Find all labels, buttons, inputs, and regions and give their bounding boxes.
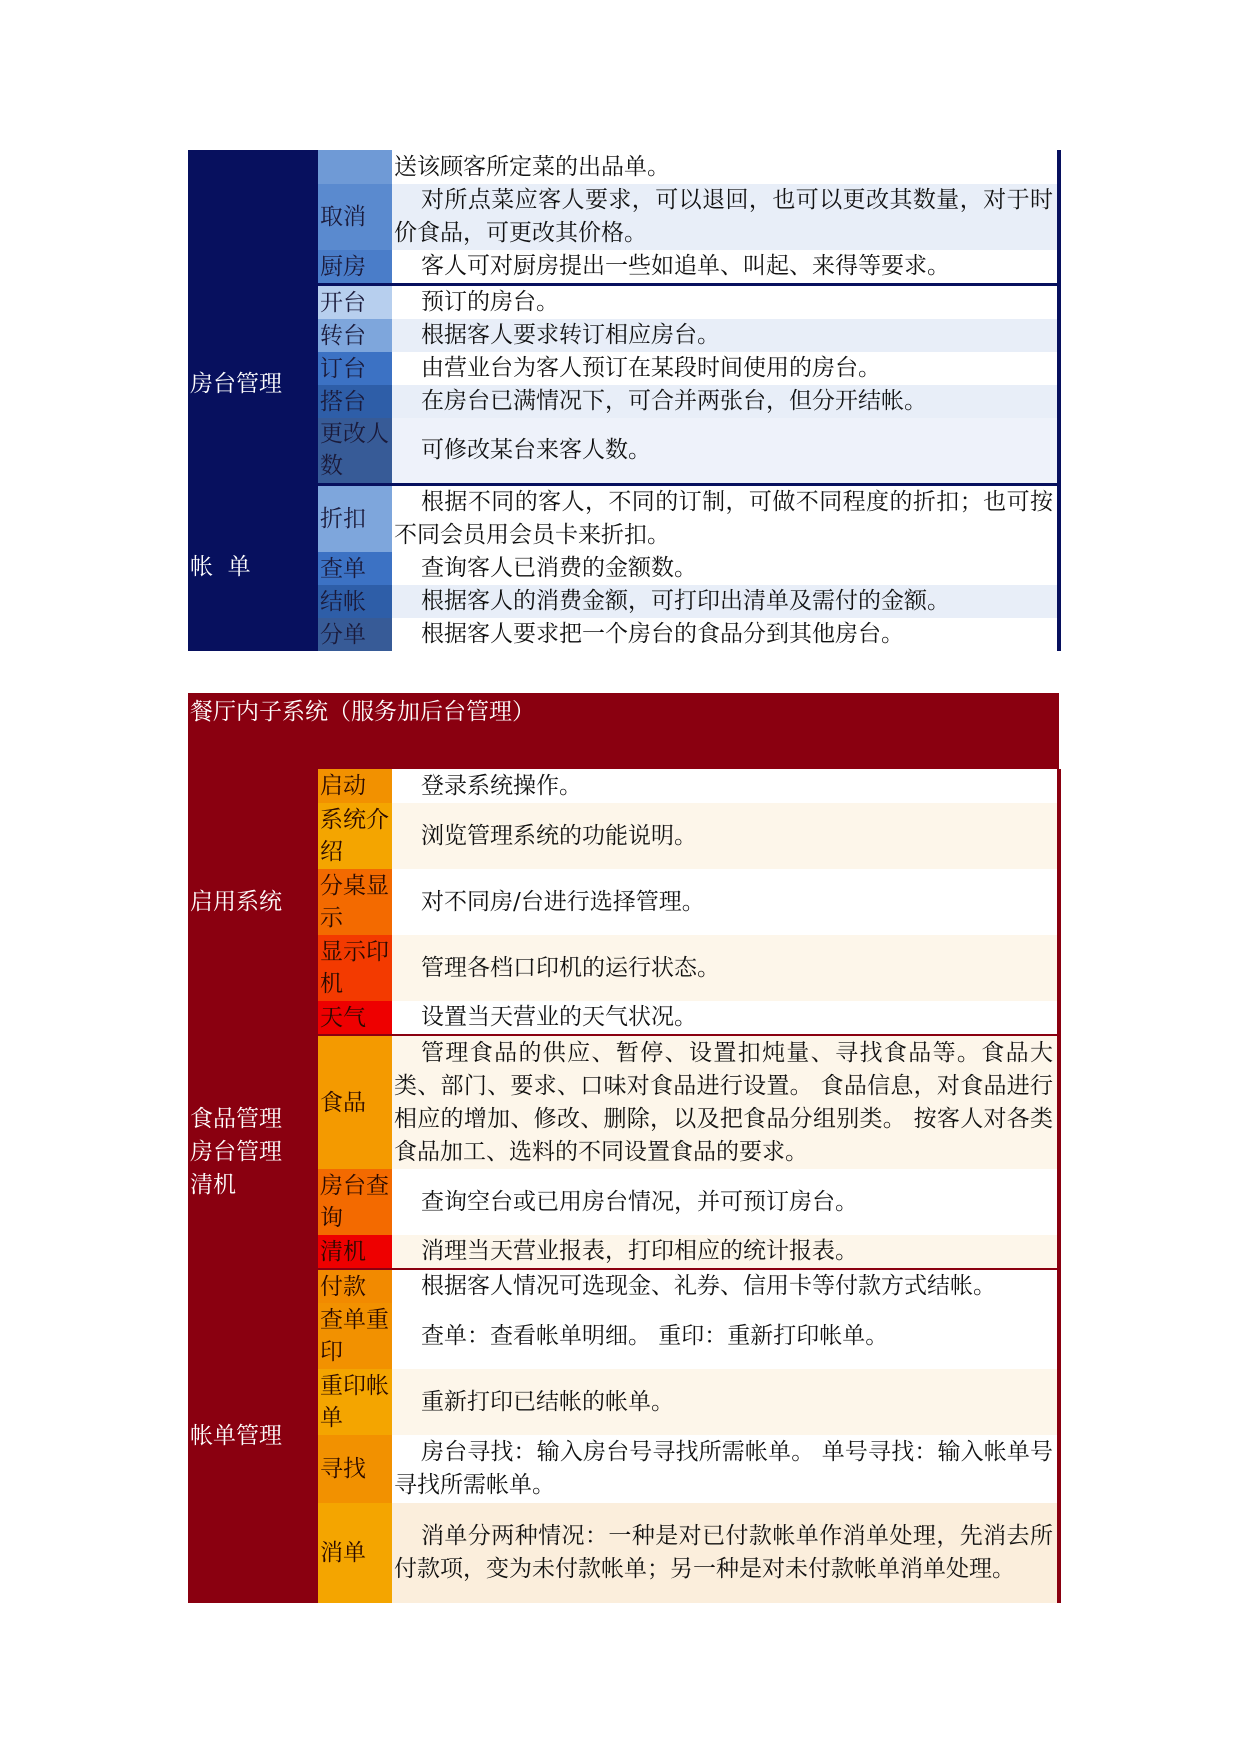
table-row [188,1435,1059,1503]
description-cell: 对所点菜应客人要求，可以退回，也可以更改其数量，对于时价食品，可更改其价格。 [392,184,1059,250]
table-row [188,552,1059,585]
category-cell-system-start: 启用系统 [188,769,318,1035]
function-cell: 查单 [318,552,392,585]
function-cell: 寻找 [318,1435,392,1503]
table-row [188,935,1059,1001]
function-cell: 分桌显示 [318,869,392,935]
category-cell-bill-management: 帐单管理 [188,1269,318,1603]
table-row [188,1369,1059,1435]
function-cell: 查单重印 [318,1303,392,1369]
function-cell: 更改人数 [318,418,392,484]
description-cell: 查单：查看帐单明细。 重印：重新打印帐单。 [392,1303,1059,1369]
table-row [188,1269,1059,1303]
table-row [188,1235,1059,1269]
table-row [188,618,1059,651]
function-cell: 启动 [318,769,392,803]
description-cell: 根据客人要求把一个房台的食品分到其他房台。 [392,618,1059,651]
table-row [188,769,1059,803]
table-row [188,250,1059,285]
table-row [188,184,1059,250]
table-row [188,1169,1059,1235]
category-cell-room-management: 房台管理 [188,285,318,485]
table-row [188,319,1059,352]
function-cell: 天气 [318,1001,392,1035]
function-cell: 搭台 [318,385,392,418]
category-cell-food-room-clear: 食品管理 房台管理 清机 [188,1035,318,1269]
description-cell: 客人可对厨房提出一些如追单、叫起、来得等要求。 [392,250,1059,285]
table-row [188,352,1059,385]
description-cell: 由营业台为客人预订在某段时间使用的房台。 [392,352,1059,385]
function-cell: 重印帐单 [318,1369,392,1435]
table-row [188,869,1059,935]
table-row [188,484,1059,552]
description-cell: 对不同房/台进行选择管理。 [392,869,1059,935]
table-title-row [188,693,1059,769]
category-cell-bill: 帐 单 [188,484,318,651]
description-cell: 根据客人要求转订相应房台。 [392,319,1059,352]
function-cell [318,150,392,184]
description-cell: 管理食品的供应、暂停、设置扣炖量、寻找食品等。食品大类、部门、要求、口味对食品进行设置。 食品信息，对食品进行相应的增加、修改、删除，以及把食品分组别类。 按客人对各类食品加工、选料的不同设置食品的要求。 [392,1035,1059,1169]
table-row [188,803,1059,869]
description-cell: 查询空台或已用房台情况，并可预订房台。 [392,1169,1059,1235]
description-cell: 在房台已满情况下，可合并两张台，但分开结帐。 [392,385,1059,418]
description-cell: 浏览管理系统的功能说明。 [392,803,1059,869]
table-row [188,585,1059,618]
table-row [188,1503,1059,1603]
function-cell: 付款 [318,1269,392,1303]
description-cell: 送该顾客所定菜的出品单。 [392,150,1059,184]
table-row [188,150,1059,184]
function-cell: 结帐 [318,585,392,618]
category-cell-order [188,150,318,285]
description-cell: 登录系统操作。 [392,769,1059,803]
function-cell: 分单 [318,618,392,651]
function-cell: 厨房 [318,250,392,285]
function-cell: 系统介绍 [318,803,392,869]
table-row [188,1001,1059,1035]
table-row [188,418,1059,484]
table-row [188,285,1059,320]
function-cell: 消单 [318,1503,392,1603]
front-desk-function-table [188,150,1059,651]
function-cell: 清机 [318,1235,392,1269]
function-cell: 转台 [318,319,392,352]
description-cell: 可修改某台来客人数。 [392,418,1059,484]
description-cell: 消单分两种情况：一种是对已付款帐单作消单处理，先消去所付款项，变为未付款帐单；另一种是对未付款帐单消单处理。 [392,1503,1059,1603]
table-title: 餐厅内子系统（服务加后台管理） [188,693,1059,769]
description-cell: 根据客人情况可选现金、礼券、信用卡等付款方式结帐。 [392,1269,1059,1303]
table-row [188,385,1059,418]
function-cell: 食品 [318,1035,392,1169]
description-cell: 房台寻找：输入房台号寻找所需帐单。 单号寻找：输入帐单号寻找所需帐单。 [392,1435,1059,1503]
function-cell: 显示印机 [318,935,392,1001]
description-cell: 查询客人已消费的金额数。 [392,552,1059,585]
description-cell: 重新打印已结帐的帐单。 [392,1369,1059,1435]
function-cell: 房台查询 [318,1169,392,1235]
function-cell: 折扣 [318,484,392,552]
description-cell: 消理当天营业报表，打印相应的统计报表。 [392,1235,1059,1269]
description-cell: 设置当天营业的天气状况。 [392,1001,1059,1035]
description-cell: 预订的房台。 [392,285,1059,320]
description-cell: 根据不同的客人，不同的订制，可做不同程度的折扣；也可按不同会员用会员卡来折扣。 [392,484,1059,552]
description-cell: 管理各档口印机的运行状态。 [392,935,1059,1001]
restaurant-subsystem-table [188,693,1059,1603]
table-row [188,1303,1059,1369]
function-cell: 取消 [318,184,392,250]
function-cell: 订台 [318,352,392,385]
function-cell: 开台 [318,285,392,320]
description-cell: 根据客人的消费金额，可打印出清单及需付的金额。 [392,585,1059,618]
table-row [188,1035,1059,1169]
